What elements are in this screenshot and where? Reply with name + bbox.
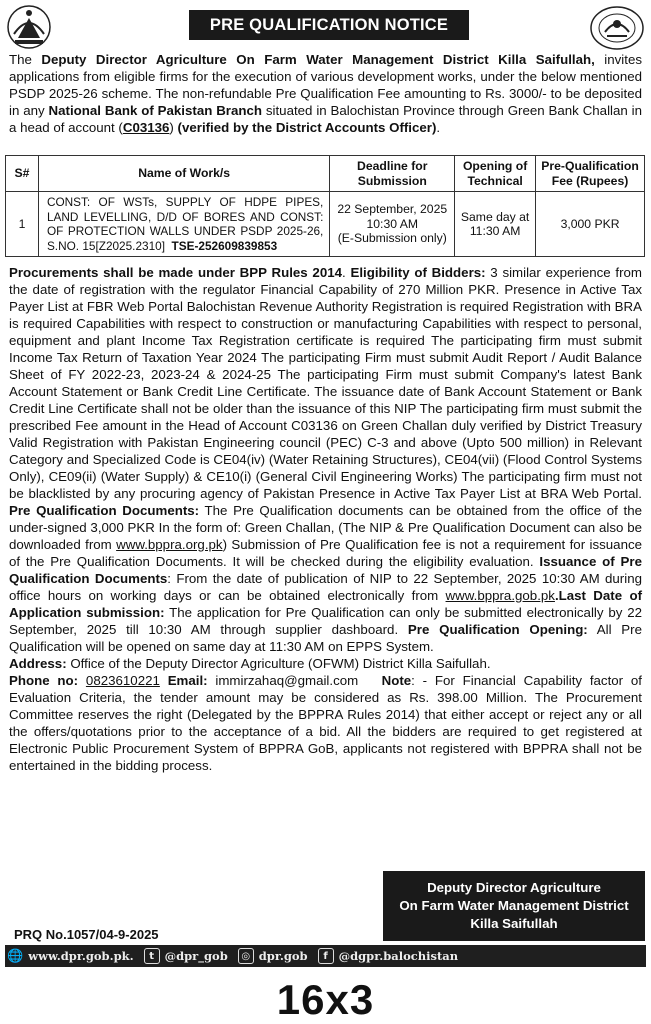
bppra-org-link[interactable]: www.bppra.org.pk bbox=[116, 537, 223, 552]
header bbox=[4, 4, 647, 52]
cell-sno: 1 bbox=[6, 192, 39, 257]
address-line: Address: Office of the Deputy Director Agriculture (OFWM) District Killa Saifullah. bbox=[9, 656, 491, 671]
globe-icon: 🌐 bbox=[7, 948, 24, 964]
instagram-icon: ◎ bbox=[238, 948, 254, 964]
ofwm-logo-icon bbox=[589, 6, 645, 52]
office-name: Deputy Director Agriculture On Farm Water Management District Killa Saifullah, bbox=[41, 52, 595, 67]
body-text bbox=[9, 264, 642, 774]
social-bar bbox=[5, 945, 646, 967]
email-address: immirzahaq@gmail.com bbox=[207, 673, 359, 688]
tse-number: TSE-252609839853 bbox=[171, 238, 278, 253]
table-row bbox=[6, 192, 645, 257]
bppra-gob-link[interactable]: www.bppra.gob.pk bbox=[445, 588, 555, 603]
col-header-work: Name of Work/s bbox=[38, 156, 329, 192]
social-instagram[interactable]: ◎ dpr.gob bbox=[238, 948, 308, 964]
cell-opening: Same day at 11:30 AM bbox=[455, 192, 536, 257]
account-head: C03136 bbox=[122, 119, 170, 135]
verified-note: (verified by the District Accounts Officer) bbox=[177, 119, 437, 135]
twitter-icon: t bbox=[144, 948, 160, 964]
social-facebook[interactable]: f @dgpr.balochistan bbox=[318, 948, 459, 964]
facebook-icon: f bbox=[318, 948, 334, 964]
cell-fee: 3,000 PKR bbox=[536, 192, 645, 257]
contact-paragraph: Phone no: 0823610221 Email: immirzahaq@gmail.com Note: - For Financial Capability factor of Evaluation Criteria, the tender amount may be considered as Rs. 398.00 Million. The Procurement Committee reserves the right (Delegated by the BPPRA Rules 2014) that either accept or reject any or all the offers/quotations prior to the acceptance of a bid. All the bidders are required to get registered at Electronic Public Procurement System of BPPRA GoB, applicants not registered with BPPRA shall not be entertained in the bidding process. bbox=[9, 673, 642, 773]
social-website[interactable]: 🌐 www.dpr.gob.pk. bbox=[7, 948, 134, 964]
works-table bbox=[5, 155, 645, 257]
col-header-fee: Pre-Qualification Fee (Rupees) bbox=[536, 156, 645, 192]
phone-number: 0823610221 bbox=[85, 673, 160, 688]
eligibility-paragraph: Procurements shall be made under BPP Rules 2014. Eligibility of Bidders: 3 similar experience from the date of registration with the regulator Financial Capability of 270 Million PKR. Presence in Active Tax Payer List at FBR Web Portal Balochistan Revenue Authority Registration is required Registration with BRA is required Capabilities with respect to construction or manufacturing Capabilities with respect to personal, equipment and plant Income Tax Registration certificate is required The participating firm must submit Income Tax Return of Taxation Year 2024 The participating Firm must submit Audit Report / Audit Balance Sheet of FY 2022-23, 2023-24 & 2024-25 The participating Firm must submit Company's latest Bank Account Statement or Bank Credit Line Certificate. The issuance date of Bank Account Statement or Bank Credit Line Certificate shall not be older than the issuance of this NIP The participating firm must submit the prescribed Fee amount in the Head of Account C03136 on Green Challan duly verified by District Treasury Valid Registration with Pakistan Engineering council (PEC) C-3 and above (Upto 500 million) in Relevant Category and Specialized Code is CE04(iv) (Water Retaining Structures), CE04(vii) (Flood Control Systems Only), CE09(ii) (Water Supply) & CE10(i) (General Civil Engineering Works) The participating firm must not be blacklisted by any procuring agency of Pakistan Presence in Active Tax Payer List at BRA Web Portal. Pre Qualification Documents: The Pre Qualification documents can be obtained from the office of the under-signed 3,000 PKR In the form of: Green Challan, (The NIP & Pre Qualification Document can also be downloaded from www.bppra.org.pk) Submission of Pre Qualification fee is not a requirement for issuance of the Pre Qualification Documents. It will be checked during the eligibility evaluation. Issuance of Pre Qualification Documents: From the date of publication of NIP to 22 September, 2025 10:30 AM during office hours on working days or can be obtained electronically from www.bppra.gob.pk.Last Date of Application submission: The application for Pre Qualification can only be submitted electronically by 22 September, 2025 till 10:30 AM through supplier dashboard. Pre Qualification Opening: All Pre Qualification will be opened on same day at 11:30 AM on EPPS System. bbox=[9, 265, 643, 654]
cell-deadline: 22 September, 2025 10:30 AM (E-Submission only) bbox=[330, 192, 455, 257]
col-header-opening: Opening of Technical bbox=[455, 156, 536, 192]
table-header-row bbox=[6, 156, 645, 192]
balochistan-emblem-icon bbox=[6, 4, 52, 50]
social-twitter[interactable]: t @dpr_gob bbox=[144, 948, 228, 964]
intro-paragraph: The Deputy Director Agriculture On Farm Water Management District Killa Saifullah, invites applications from eligible firms for the execution of various development works, under the below mentioned PSDP 2025-26 scheme. The non-refundable Pre Qualification Fee amounting to Rs. 3000/- to be deposited in any National Bank of Pakistan Branch situated in Balochistan Province through Green Bank Challan in a head of account (C03136) (verified by the District Accounts Officer). bbox=[9, 52, 642, 135]
prq-number: PRQ No.1057/04-9-2025 bbox=[14, 927, 159, 942]
col-header-sno: S# bbox=[6, 156, 39, 192]
notice-title: PRE QUALIFICATION NOTICE bbox=[189, 10, 469, 40]
signature-block: Deputy Director Agriculture On Farm Water Management District Killa Saifullah bbox=[383, 871, 645, 941]
col-header-deadline: Deadline for Submission bbox=[330, 156, 455, 192]
ad-size-label: 16x3 bbox=[276, 976, 375, 1023]
cell-work: CONST: OF WSTs, SUPPLY OF HDPE PIPES, LAND LEVELLING, D/D OF BORES AND CONST: OF PROTECTION WALLS UNDER PSDP 2025-26, S.NO. 15[Z2025.2310] TSE-252609839853 bbox=[38, 192, 329, 257]
bank-name: National Bank of Pakistan Branch bbox=[48, 102, 263, 118]
